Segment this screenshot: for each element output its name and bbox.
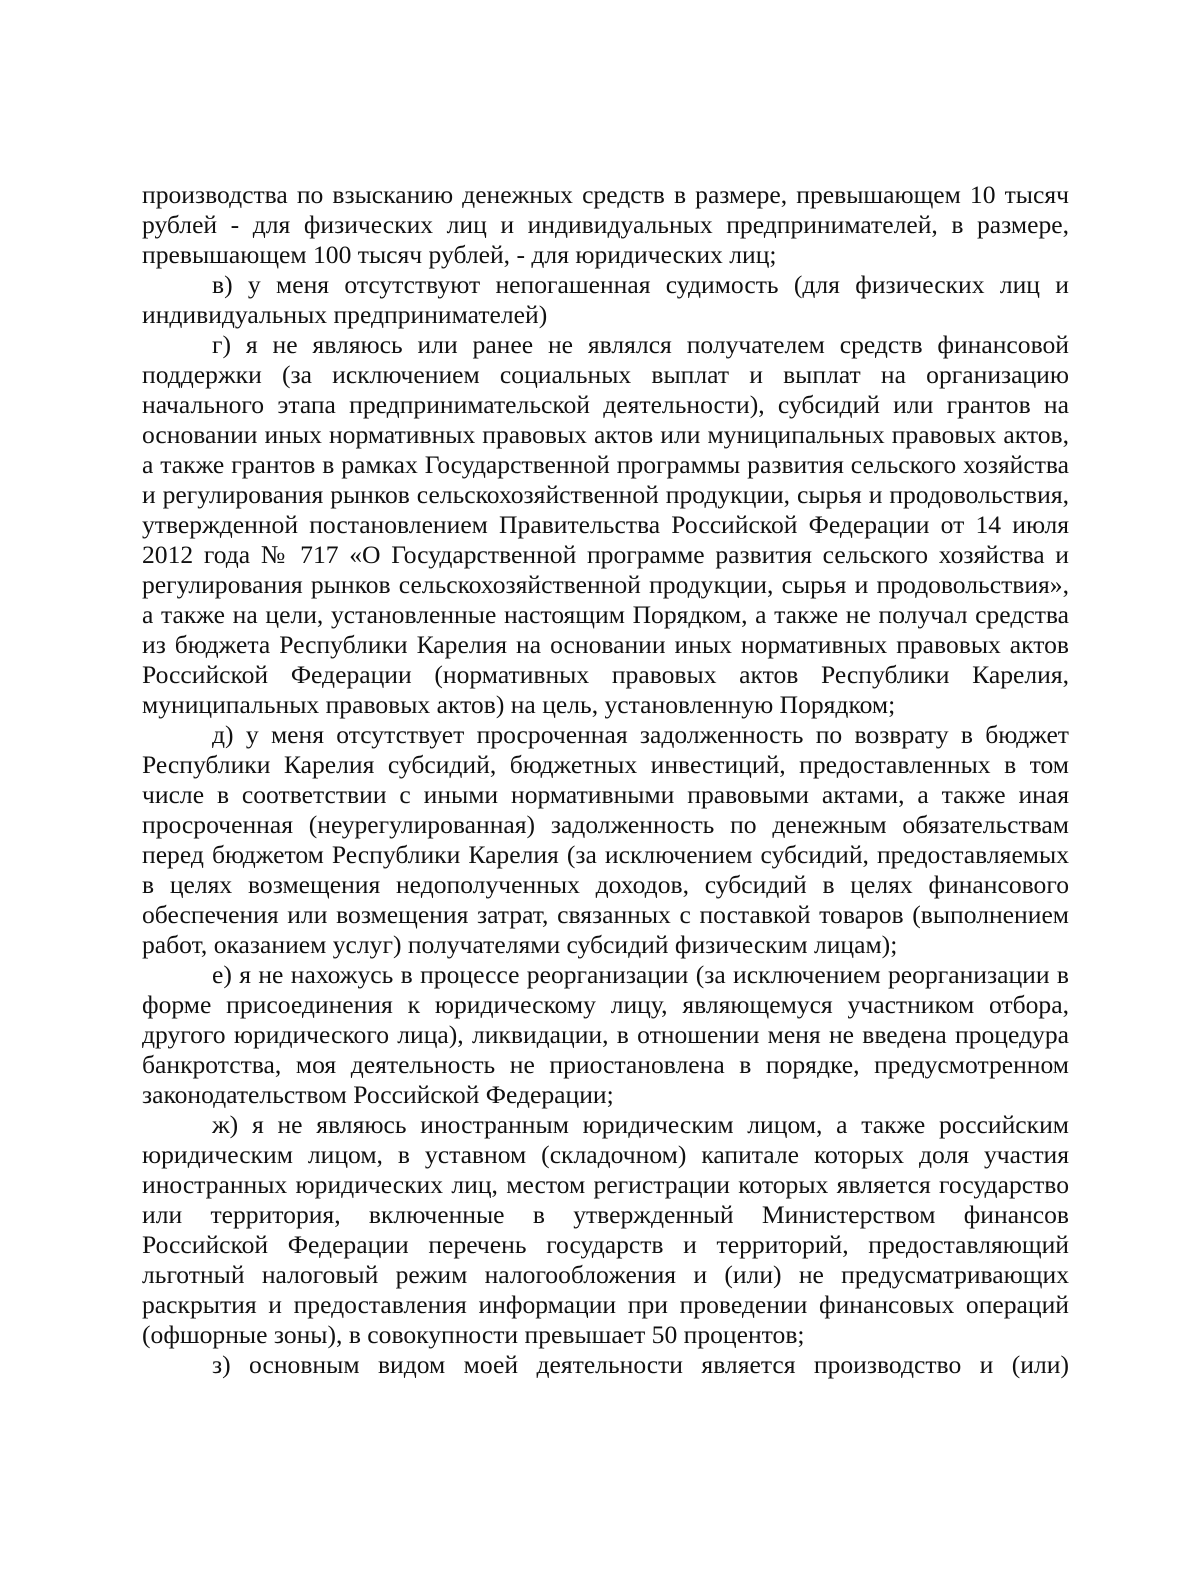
paragraph-item-d: д) у меня отсутствует просроченная задолженность по возврату в бюджет Республики Карелия субсидий, бюджетных инвестиций, предоставленных в том числе в соответствии с иными нормативными правовыми актами, а также иная просроченная (неурегулированная) задолженность по денежным обязательствам перед бюджетом Республики Карелия (за исключением субсидий, предоставляемых в целях возмещения недополученных доходов, субсидий в целях финансового обеспечения или возмещения затрат, связанных с поставкой товаров (выполнением работ, оказанием услуг) получателями субсидий физическим лицам); [142, 720, 1069, 959]
paragraph-continuation: производства по взысканию денежных средств в размере, превышающем 10 тысяч рублей - для физических лиц и индивидуальных предпринимателей, в размере, превышающем 100 тысяч рублей, - для юридических лиц; [142, 180, 1069, 269]
paragraph-item-g: г) я не являюсь или ранее не являлся получателем средств финансовой поддержки (за исключением социальных выплат и выплат на организацию начального этапа предпринимательской деятельности), субсидий или грантов на основании иных нормативных правовых актов или муниципальных правовых актов, а также грантов в рамках Государственной программы развития сельского хозяйства и регулирования рынков сельскохозяйственной продукции, сырья и продовольствия, утвержденной постановлением Правительства Российской Федерации от 14 июля 2012 года № 717 «О Государственной программе развития сельского хозяйства и регулирования рынков сельскохозяйственной продукции, сырья и продовольствия», а также на цели, установленные настоящим Порядком, а также не получал средства из бюджета Республики Карелия на основании иных нормативных правовых актов Российской Федерации (нормативных правовых актов Республики Карелия, муниципальных правовых актов) на цель, установленную Порядком; [142, 330, 1069, 719]
paragraph-item-v: в) у меня отсутствуют непогашенная судимость (для физических лиц и индивидуальных предпринимателей) [142, 270, 1069, 329]
paragraph-item-e: е) я не нахожусь в процессе реорганизации (за исключением реорганизации в форме присоединения к юридическому лицу, являющемуся участником отбора, другого юридического лица), ликвидации, в отношении меня не введена процедура банкротства, моя деятельность не приостановлена в порядке, предусмотренном законодательством Российской Федерации; [142, 960, 1069, 1109]
paragraph-item-zh: ж) я не являюсь иностранным юридическим лицом, а также российским юридическим лицом, в уставном (складочном) капитале которых доля участия иностранных юридических лиц, местом регистрации которых является государство или территория, включенные в утвержденный Министерством финансов Российской Федерации перечень государств и территорий, предоставляющий льготный налоговый режим налогообложения и (или) не предусматривающих раскрытия и предоставления информации при проведении финансовых операций (офшорные зоны), в совокупности превышает 50 процентов; [142, 1110, 1069, 1349]
paragraph-item-z: з) основным видом моей деятельности является производство и (или) [212, 1350, 1069, 1379]
document-page [142, 180, 1069, 1380]
